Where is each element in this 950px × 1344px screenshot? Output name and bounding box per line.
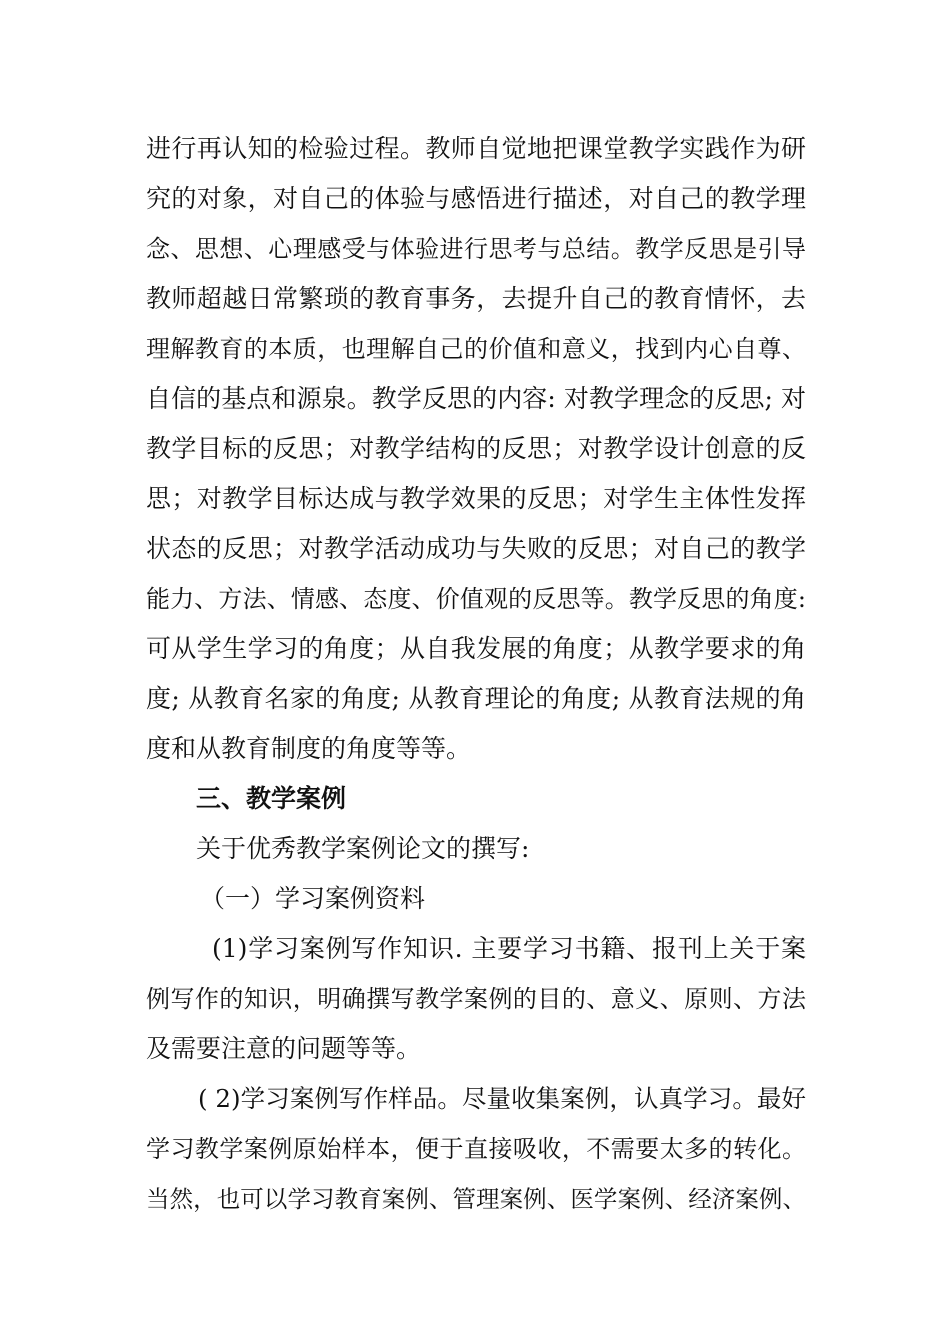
item-first-line: (1)学习案例写作知识. 主要学习书籍、报刊上关于案 (212, 934, 806, 963)
paragraph-line: 状态的反思；对教学活动成功与失败的反思；对自己的教学 (146, 534, 806, 563)
item-line: 当然，也可以学习教育案例、管理案例、医学案例、经济案例、 (146, 1185, 806, 1213)
paragraph-line: 教师超越日常繁琐的教育事务，去提升自己的教育情怀，去 (146, 284, 806, 313)
paragraph-line: 教学目标的反思；对教学结构的反思；对教学设计创意的反 (146, 434, 806, 463)
item-first-line: ( 2)学习案例写作样品。尽量收集案例，认真学习。最好 (198, 1084, 806, 1113)
paragraph-line: 进行再认知的检验过程。教师自觉地把课堂教学实践作为研 (146, 134, 806, 163)
subheading: （一）学习案例资料 (200, 884, 426, 913)
intro-line: 关于优秀教学案例论文的撰写: (196, 834, 530, 863)
item-line: 学习教学案例原始样本，便于直接吸收，不需要太多的转化。 (146, 1135, 806, 1163)
section-heading: 三、教学案例 (196, 784, 347, 813)
paragraph-line: 自信的基点和源泉。教学反思的内容: 对教学理念的反思; 对 (146, 384, 806, 413)
paragraph-line: 念、思想、心理感受与体验进行思考与总结。教学反思是引导 (146, 235, 806, 263)
item-line: 及需要注意的问题等等。 (146, 1034, 422, 1063)
paragraph-line: 度和从教育制度的角度等等。 (146, 734, 472, 763)
paragraph-line: 究的对象，对自己的体验与感悟进行描述，对自己的教学理 (146, 184, 806, 213)
item-line: 例写作的知识，明确撰写教学案例的目的、意义、原则、方法 (146, 985, 806, 1013)
paragraph-line: 理解教育的本质，也理解自己的价值和意义，找到内心自尊、 (146, 335, 806, 363)
paragraph-line: 可从学生学习的角度；从自我发展的角度；从教学要求的角 (146, 634, 806, 663)
paragraph-line: 度; 从教育名家的角度; 从教育理论的角度; 从教育法规的角 (146, 684, 806, 713)
paragraph-line: 能力、方法、情感、态度、价值观的反思等。教学反思的角度: (146, 585, 806, 613)
paragraph-line: 思；对教学目标达成与教学效果的反思；对学生主体性发挥 (146, 484, 806, 513)
